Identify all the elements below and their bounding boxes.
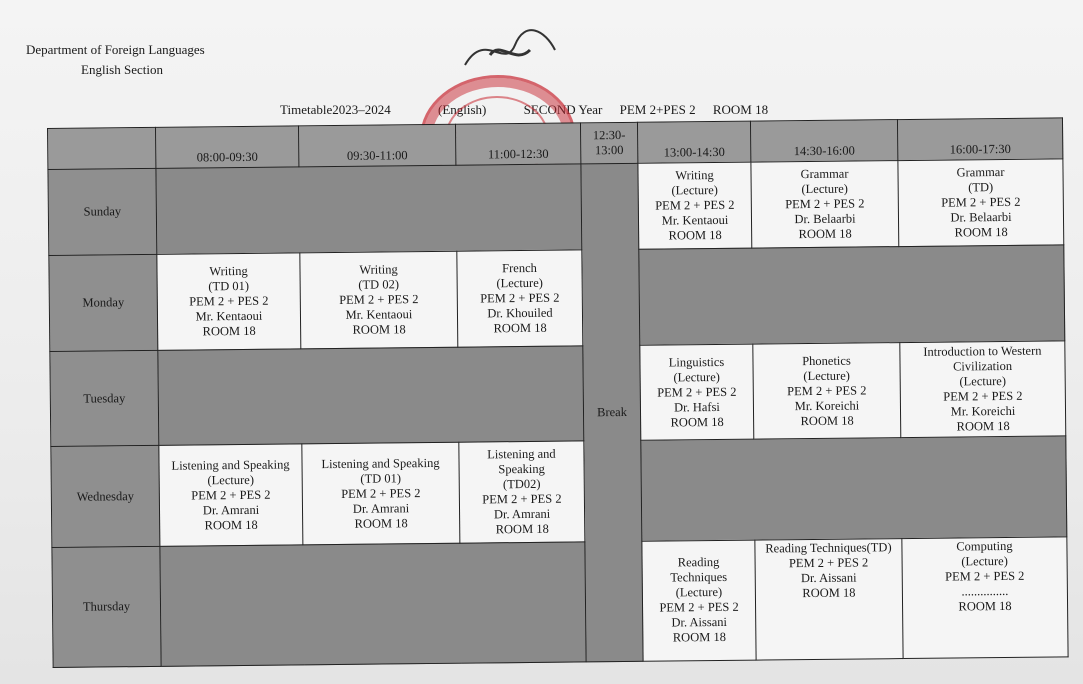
session-line: ROOM 18 [204,517,258,532]
session-line: Speaking [498,461,545,477]
session-line: Introduction to Western [923,343,1042,359]
row-tuesday [50,340,1066,447]
session-line: Civilization [952,358,1013,374]
session-line: ROOM 18 [802,585,856,600]
session-line: PEM 2 + PES 2 [787,382,867,398]
session-line: ROOM 18 [493,320,547,335]
time-slot-lunch: 12:30- 13:00 [580,122,637,163]
session-line: (Lecture) [801,181,848,196]
session-line: PEM 2 + PES 2 [341,485,421,501]
session-line: Listening and Speaking [321,455,440,471]
session-line: (Lecture) [959,373,1007,389]
session-mon-c3 [457,249,583,346]
session-wed-c3 [459,441,585,542]
empty-slot [639,244,1065,344]
session-line: Writing [675,167,714,183]
session-wed-c1 [159,444,303,546]
session-line: (TD 01) [208,278,250,293]
session-line: French [502,260,537,275]
session-line: Listening and [487,446,556,462]
session-line: Linguistics [668,354,725,370]
session-line: (TD) [968,179,994,195]
session-line: PEM 2 + PES 2 [659,600,739,615]
session-line: Dr. Aissani [671,615,728,630]
session-tue-c6 [900,340,1066,438]
session-thu-c4 [642,540,756,662]
session-line: PEM 2 + PES 2 [655,197,735,213]
session-line: Dr. Belaarbi [950,209,1012,225]
session-line: Dr. Belaarbi [794,211,856,226]
session-line: ROOM 18 [354,515,408,531]
session-line: (TD 01) [360,470,402,486]
session-line: PEM 2 + PES 2 [941,194,1021,210]
day-label: Sunday [48,168,157,255]
session-sun-c6 [898,159,1064,246]
session-mon-c2 [300,251,458,349]
session-line: Phonetics [802,353,851,368]
session-line: PEM 2 + PES 2 [943,388,1023,404]
session-line: Dr. Aissani [800,570,857,585]
session-line: Mr. Kentaoui [195,308,263,324]
session-line: Dr. Amrani [493,506,551,522]
session-line: Mr. Koreichi [794,398,860,413]
signature-icon [455,20,565,80]
session-line: Mr. Koreichi [950,403,1016,419]
department-header [26,40,205,80]
session-line: PEM 2 + PES 2 [788,554,869,570]
session-line: Reading [677,555,720,570]
session-line: Dr. Amrani [202,502,260,517]
session-line: (Lecture) [496,275,543,290]
day-label: Monday [49,254,158,351]
session-line: (Lecture) [673,369,720,384]
session-mon-c1 [157,252,301,349]
session-line: (Lecture) [671,182,719,198]
session-line: (TD02) [502,476,541,492]
day-label: Tuesday [50,350,159,447]
time-slot-4: 13:00-14:30 [637,121,750,163]
session-tue-c5 [753,342,901,439]
time-slot-5: 14:30-16:00 [750,120,897,162]
empty-slot [156,164,582,254]
session-line: ROOM 18 [958,598,1012,613]
session-line: Computing [956,538,1013,554]
session-line: Mr. Kentaoui [345,306,413,322]
row-monday [49,244,1065,351]
session-line: ROOM 18 [798,226,852,241]
session-line: ............... [961,583,1009,598]
session-line: (Lecture) [961,553,1008,568]
session-sun-c5 [751,160,899,247]
session-line: ROOM 18 [352,321,406,337]
session-line: Mr. Kentaoui [661,212,729,228]
session-wed-c2 [302,443,460,545]
session-line: PEM 2 + PES 2 [785,196,865,211]
timetable-grid [47,117,1069,668]
session-line: Dr. Amrani [352,500,410,516]
timetable-level: SECOND Year [523,102,603,117]
day-label: Thursday [52,546,161,668]
session-line: (Lecture) [675,585,723,600]
row-thursday [52,536,1068,667]
session-line: Dr. Khouiled [487,305,553,320]
timetable-groups: PEM 2+PES 2 [619,102,696,117]
session-line: ROOM 18 [800,413,854,428]
break-column: Break [581,163,643,662]
corner-cell [48,127,156,169]
session-line: PEM 2 + PES 2 [339,291,419,307]
timetable-language: (English) [438,102,487,117]
session-line: (TD 02) [358,276,400,292]
time-slot-3: 11:00-12:30 [455,123,580,165]
session-line: Reading Techniques(TD) [765,539,892,556]
session-line: (Lecture) [207,472,255,487]
time-slot-2: 09:30-11:00 [298,124,455,166]
session-line: ROOM 18 [672,630,727,645]
session-line: PEM 2 + PES 2 [189,293,269,309]
session-thu-c5 [755,538,903,660]
session-line: PEM 2 + PES 2 [657,384,737,400]
empty-slot [160,541,586,666]
session-line: ROOM 18 [495,521,549,537]
session-line: Writing [359,261,398,277]
row-sunday [48,159,1064,255]
empty-slot [641,436,1067,540]
timetable-title [280,102,782,118]
row-wednesday [51,436,1067,547]
session-line: PEM 2 + PES 2 [945,568,1025,584]
session-line: ROOM 18 [954,224,1008,240]
session-sun-c4 [638,162,752,249]
session-line: ROOM 18 [670,414,724,429]
empty-slot [158,345,584,445]
session-tue-c4 [640,344,754,441]
session-line: Listening and Speaking [171,456,290,473]
session-thu-c6 [902,536,1068,658]
session-line: Writing [209,263,248,278]
session-line: (Lecture) [803,368,850,383]
day-label: Wednesday [51,446,160,547]
section-name: English Section [81,62,163,77]
session-line: PEM 2 + PES 2 [191,487,271,503]
session-line: Grammar [800,166,849,181]
session-line: Techniques [670,570,728,585]
session-line: ROOM 18 [668,227,722,243]
session-line: Dr. Hafsi [673,399,720,414]
time-slot-1: 08:00-09:30 [155,126,298,168]
session-line: Grammar [956,164,1005,180]
timetable-room: ROOM 18 [712,102,769,117]
session-line: PEM 2 + PES 2 [482,491,562,507]
department-name: Department of Foreign Languages [26,42,205,57]
session-line: PEM 2 + PES 2 [480,290,560,306]
session-line: ROOM 18 [956,418,1010,434]
time-slot-6: 16:00-17:30 [897,118,1062,161]
timetable-year: Timetable2023–2024 [280,102,391,117]
session-line: ROOM 18 [202,323,256,338]
